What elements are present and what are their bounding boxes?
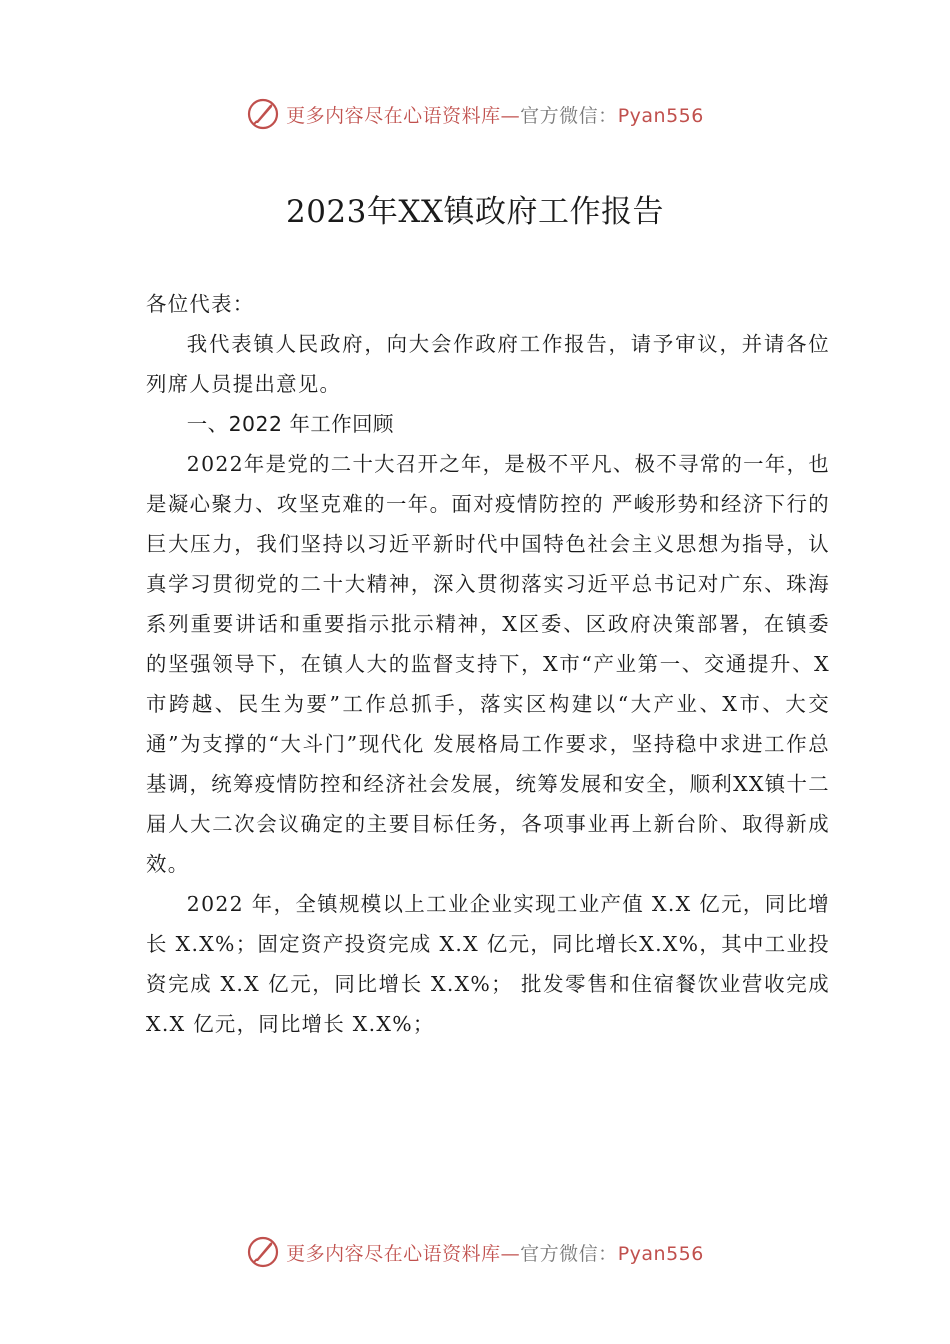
banner-text xyxy=(286,101,704,128)
wechat-label: 官方微信： xyxy=(520,1242,618,1265)
intro-paragraph: 我代表镇人民政府，向大会作政府工作报告，请予审议，并请各位列席人员提出意见。 xyxy=(146,332,830,396)
wechat-id: Pyan556 xyxy=(617,1242,704,1265)
banner-dash: — xyxy=(500,1242,521,1265)
header-watermark xyxy=(0,94,950,134)
section-heading: 一、2022 年工作回顾 xyxy=(186,412,394,436)
footer-watermark xyxy=(0,1232,950,1272)
quill-logo-icon xyxy=(246,1235,280,1269)
document-body xyxy=(146,284,830,1044)
brand-text: 更多内容尽在心语资料库 xyxy=(286,104,501,127)
wechat-label: 官方微信： xyxy=(520,104,618,127)
banner-text xyxy=(286,1239,704,1266)
salutation: 各位代表： xyxy=(146,292,255,316)
wechat-id: Pyan556 xyxy=(617,104,704,127)
brand-text: 更多内容尽在心语资料库 xyxy=(286,1242,501,1265)
body-paragraph: 2022年是党的二十大召开之年，是极不平凡、极不寻常的一年，也是凝心聚力、攻坚克难的一年。面对疫情防控的 严峻形势和经济下行的巨大压力，我们坚持以习近平新时代中国特色社会主义思想为指导，认真学习贯彻党的二十大精神，深入贯彻落实习近平总书记对广东、珠海系列重要讲话和重要指示批示精神，X区委、区政府决策部署，在镇委的坚强领导下，在镇人大的监督支持下，X市“产业第一、交通提升、X市跨越、民生为要”工作总抓手，落实区构建以“大产业、X市、大交通”为支撑的“大斗门”现代化 发展格局工作要求，坚持稳中求进工作总基调，统筹疫情防控和经济社会发展，统筹发展和安全，顺利XX镇十二届人大二次会议确定的主要目标任务，各项事业再上新台阶、取得新成效。 xyxy=(146,452,830,876)
quill-logo-icon xyxy=(246,97,280,131)
banner-dash: — xyxy=(500,104,521,127)
document-title: 2023年XX镇政府工作报告 xyxy=(285,194,665,230)
statistics-paragraph: 2022 年，全镇规模以上工业企业实现工业产值 X.X 亿元，同比增长 X.X%；固定资产投资完成 X.X 亿元，同比增长X.X%，其中工业投资完成 X.X 亿元，同比增长 X.X%； 批发零售和住宿餐饮业营收完成 X.X 亿元，同比增长 X.X%； xyxy=(146,892,830,1036)
